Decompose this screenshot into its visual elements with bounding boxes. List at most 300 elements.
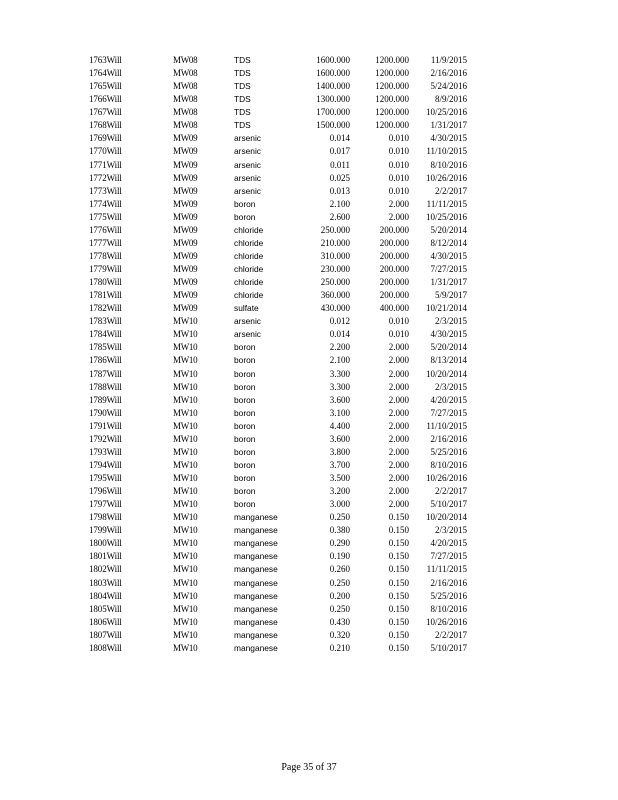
limit-value-cell: 0.010 bbox=[388, 146, 409, 157]
parameter-cell: manganese bbox=[234, 603, 278, 614]
record-id-cell: 1772Will bbox=[89, 172, 122, 183]
well-id-cell: MW10 bbox=[173, 433, 198, 444]
table-row bbox=[0, 263, 618, 276]
limit-value-cell: 2.000 bbox=[388, 198, 409, 209]
parameter-cell: manganese bbox=[234, 629, 278, 640]
sample-date-cell: 4/20/2015 bbox=[430, 538, 467, 549]
sample-date-cell: 2/2/2017 bbox=[434, 629, 467, 640]
well-id-cell: MW08 bbox=[173, 81, 198, 92]
result-value-cell: 0.250 bbox=[329, 577, 350, 588]
table-row bbox=[0, 616, 618, 629]
well-id-cell: MW10 bbox=[173, 590, 198, 601]
record-id-cell: 1799Will bbox=[89, 525, 122, 536]
limit-value-cell: 0.150 bbox=[388, 577, 409, 588]
table-row bbox=[0, 368, 618, 381]
result-value-cell: 230.000 bbox=[320, 264, 350, 274]
record-id-cell: 1774Will bbox=[89, 198, 122, 209]
table-row bbox=[0, 446, 618, 459]
record-id-cell: 1805Will bbox=[89, 603, 122, 614]
limit-value-cell: 0.150 bbox=[388, 629, 409, 640]
record-id-cell: 1771Will bbox=[89, 159, 122, 170]
sample-date-cell: 10/26/2016 bbox=[425, 473, 467, 483]
parameter-cell: TDS bbox=[234, 107, 251, 118]
well-id-cell: MW10 bbox=[173, 564, 198, 575]
record-id-cell: 1801Will bbox=[89, 551, 122, 562]
table-row bbox=[0, 498, 618, 511]
sample-date-cell: 8/10/2016 bbox=[430, 159, 467, 170]
limit-value-cell: 1200.000 bbox=[375, 107, 409, 118]
well-id-cell: MW09 bbox=[173, 264, 198, 274]
parameter-cell: arsenic bbox=[234, 146, 261, 157]
limit-value-cell: 2.000 bbox=[388, 486, 409, 497]
table-row bbox=[0, 302, 618, 315]
parameter-cell: sulfate bbox=[234, 303, 259, 314]
well-id-cell: MW10 bbox=[173, 577, 198, 588]
sample-date-cell: 8/12/2014 bbox=[430, 237, 467, 248]
parameter-cell: manganese bbox=[234, 512, 278, 523]
record-id-cell: 1802Will bbox=[89, 564, 122, 575]
record-id-cell: 1795Will bbox=[89, 473, 122, 483]
parameter-cell: TDS bbox=[234, 68, 251, 79]
result-value-cell: 3.600 bbox=[329, 433, 350, 444]
result-value-cell: 210.000 bbox=[320, 237, 350, 248]
record-id-cell: 1785Will bbox=[89, 342, 122, 353]
record-id-cell: 1767Will bbox=[89, 107, 122, 118]
parameter-cell: boron bbox=[234, 368, 256, 379]
table-row bbox=[0, 407, 618, 420]
table-row bbox=[0, 54, 618, 67]
sample-date-cell: 4/30/2015 bbox=[430, 133, 467, 144]
sample-date-cell: 10/20/2014 bbox=[425, 368, 467, 379]
sample-date-cell: 10/26/2016 bbox=[425, 172, 467, 183]
result-value-cell: 430.000 bbox=[320, 303, 350, 314]
table-row bbox=[0, 433, 618, 446]
table-row bbox=[0, 145, 618, 158]
result-value-cell: 2.200 bbox=[329, 342, 350, 353]
table-row bbox=[0, 67, 618, 80]
parameter-cell: boron bbox=[234, 394, 256, 405]
record-id-cell: 1793Will bbox=[89, 446, 122, 457]
record-id-cell: 1783Will bbox=[89, 316, 122, 327]
table-row bbox=[0, 394, 618, 407]
table-row bbox=[0, 511, 618, 524]
limit-value-cell: 0.150 bbox=[388, 564, 409, 575]
limit-value-cell: 2.000 bbox=[388, 446, 409, 457]
parameter-cell: boron bbox=[234, 486, 256, 497]
well-id-cell: MW10 bbox=[173, 446, 198, 457]
result-value-cell: 3.500 bbox=[329, 473, 350, 483]
sample-date-cell: 7/27/2015 bbox=[430, 407, 467, 418]
limit-value-cell: 200.000 bbox=[379, 264, 409, 274]
limit-value-cell: 0.150 bbox=[388, 512, 409, 523]
parameter-cell: chloride bbox=[234, 290, 264, 301]
sample-date-cell: 2/3/2015 bbox=[434, 316, 467, 327]
limit-value-cell: 0.150 bbox=[388, 642, 409, 653]
limit-value-cell: 200.000 bbox=[379, 277, 409, 288]
result-value-cell: 0.190 bbox=[329, 551, 350, 562]
well-id-cell: MW09 bbox=[173, 277, 198, 288]
parameter-cell: TDS bbox=[234, 120, 251, 131]
sample-date-cell: 1/31/2017 bbox=[430, 120, 467, 131]
sample-date-cell: 4/30/2015 bbox=[430, 250, 467, 261]
parameter-cell: arsenic bbox=[234, 329, 261, 340]
sample-date-cell: 5/24/2016 bbox=[430, 81, 467, 92]
record-id-cell: 1773Will bbox=[89, 185, 122, 196]
well-id-cell: MW10 bbox=[173, 603, 198, 614]
result-value-cell: 0.380 bbox=[329, 525, 350, 536]
record-id-cell: 1769Will bbox=[89, 133, 122, 144]
record-id-cell: 1797Will bbox=[89, 499, 122, 510]
limit-value-cell: 2.000 bbox=[388, 473, 409, 483]
table-row bbox=[0, 172, 618, 185]
table-row bbox=[0, 642, 618, 655]
limit-value-cell: 1200.000 bbox=[375, 120, 409, 131]
sample-date-cell: 7/27/2015 bbox=[430, 551, 467, 562]
record-id-cell: 1778Will bbox=[89, 250, 122, 261]
table-row bbox=[0, 106, 618, 119]
well-id-cell: MW10 bbox=[173, 329, 198, 340]
sample-date-cell: 4/30/2015 bbox=[430, 329, 467, 340]
result-value-cell: 360.000 bbox=[320, 290, 350, 301]
result-value-cell: 0.430 bbox=[329, 616, 350, 627]
result-value-cell: 0.260 bbox=[329, 564, 350, 575]
result-value-cell: 3.100 bbox=[329, 407, 350, 418]
parameter-cell: boron bbox=[234, 342, 256, 353]
limit-value-cell: 0.150 bbox=[388, 538, 409, 549]
result-value-cell: 1400.000 bbox=[316, 81, 350, 92]
well-id-cell: MW09 bbox=[173, 224, 198, 235]
parameter-cell: chloride bbox=[234, 277, 264, 288]
limit-value-cell: 400.000 bbox=[379, 303, 409, 314]
result-value-cell: 0.290 bbox=[329, 538, 350, 549]
well-id-cell: MW09 bbox=[173, 237, 198, 248]
result-value-cell: 1600.000 bbox=[316, 68, 350, 79]
table-row bbox=[0, 224, 618, 237]
parameter-cell: arsenic bbox=[234, 159, 261, 170]
well-id-cell: MW10 bbox=[173, 551, 198, 562]
well-id-cell: MW10 bbox=[173, 394, 198, 405]
page-number: Page 35 of 37 bbox=[281, 762, 337, 773]
sample-date-cell: 2/16/2016 bbox=[430, 577, 467, 588]
result-value-cell: 0.014 bbox=[329, 133, 350, 144]
parameter-cell: TDS bbox=[234, 81, 251, 92]
limit-value-cell: 0.010 bbox=[388, 329, 409, 340]
record-id-cell: 1803Will bbox=[89, 577, 122, 588]
record-id-cell: 1781Will bbox=[89, 290, 122, 301]
limit-value-cell: 200.000 bbox=[379, 237, 409, 248]
parameter-cell: manganese bbox=[234, 538, 278, 549]
limit-value-cell: 2.000 bbox=[388, 342, 409, 353]
parameter-cell: boron bbox=[234, 459, 256, 470]
table-row bbox=[0, 93, 618, 106]
result-value-cell: 3.800 bbox=[329, 446, 350, 457]
result-value-cell: 0.200 bbox=[329, 590, 350, 601]
data-table bbox=[0, 54, 618, 655]
parameter-cell: boron bbox=[234, 198, 256, 209]
parameter-cell: TDS bbox=[234, 94, 251, 105]
well-id-cell: MW10 bbox=[173, 538, 198, 549]
limit-value-cell: 200.000 bbox=[379, 290, 409, 301]
table-row bbox=[0, 524, 618, 537]
result-value-cell: 1300.000 bbox=[316, 94, 350, 105]
limit-value-cell: 1200.000 bbox=[375, 68, 409, 79]
limit-value-cell: 2.000 bbox=[388, 368, 409, 379]
record-id-cell: 1775Will bbox=[89, 211, 122, 222]
record-id-cell: 1807Will bbox=[89, 629, 122, 640]
result-value-cell: 0.025 bbox=[329, 172, 350, 183]
well-id-cell: MW10 bbox=[173, 512, 198, 523]
well-id-cell: MW09 bbox=[173, 172, 198, 183]
well-id-cell: MW10 bbox=[173, 316, 198, 327]
result-value-cell: 0.210 bbox=[329, 642, 350, 653]
parameter-cell: boron bbox=[234, 433, 256, 444]
sample-date-cell: 5/25/2016 bbox=[430, 446, 467, 457]
limit-value-cell: 0.010 bbox=[388, 133, 409, 144]
sample-date-cell: 5/10/2017 bbox=[430, 499, 467, 510]
record-id-cell: 1770Will bbox=[89, 146, 122, 157]
record-id-cell: 1790Will bbox=[89, 407, 122, 418]
sample-date-cell: 2/3/2015 bbox=[434, 381, 467, 392]
result-value-cell: 1600.000 bbox=[316, 55, 350, 65]
limit-value-cell: 2.000 bbox=[388, 459, 409, 470]
limit-value-cell: 1200.000 bbox=[375, 55, 409, 65]
record-id-cell: 1765Will bbox=[89, 81, 122, 92]
well-id-cell: MW08 bbox=[173, 107, 198, 118]
result-value-cell: 3.600 bbox=[329, 394, 350, 405]
result-value-cell: 0.012 bbox=[329, 316, 350, 327]
well-id-cell: MW10 bbox=[173, 368, 198, 379]
record-id-cell: 1782Will bbox=[89, 303, 122, 314]
table-row bbox=[0, 420, 618, 433]
parameter-cell: manganese bbox=[234, 525, 278, 536]
sample-date-cell: 5/10/2017 bbox=[430, 642, 467, 653]
parameter-cell: TDS bbox=[234, 55, 251, 65]
sample-date-cell: 11/9/2015 bbox=[430, 55, 467, 65]
well-id-cell: MW10 bbox=[173, 525, 198, 536]
table-row bbox=[0, 237, 618, 250]
table-row bbox=[0, 276, 618, 289]
record-id-cell: 1763Will bbox=[89, 55, 122, 65]
parameter-cell: arsenic bbox=[234, 172, 261, 183]
sample-date-cell: 5/20/2014 bbox=[430, 224, 467, 235]
parameter-cell: arsenic bbox=[234, 185, 261, 196]
table-row bbox=[0, 132, 618, 145]
well-id-cell: MW09 bbox=[173, 250, 198, 261]
parameter-cell: arsenic bbox=[234, 316, 261, 327]
limit-value-cell: 0.150 bbox=[388, 616, 409, 627]
result-value-cell: 310.000 bbox=[320, 250, 350, 261]
sample-date-cell: 10/25/2016 bbox=[425, 107, 467, 118]
sample-date-cell: 2/3/2015 bbox=[434, 525, 467, 536]
well-id-cell: MW10 bbox=[173, 616, 198, 627]
table-row bbox=[0, 315, 618, 328]
parameter-cell: manganese bbox=[234, 616, 278, 627]
record-id-cell: 1766Will bbox=[89, 94, 122, 105]
table-row bbox=[0, 341, 618, 354]
well-id-cell: MW09 bbox=[173, 185, 198, 196]
table-row bbox=[0, 537, 618, 550]
table-row bbox=[0, 485, 618, 498]
well-id-cell: MW08 bbox=[173, 94, 198, 105]
record-id-cell: 1787Will bbox=[89, 368, 122, 379]
well-id-cell: MW09 bbox=[173, 133, 198, 144]
record-id-cell: 1792Will bbox=[89, 433, 122, 444]
sample-date-cell: 10/20/2014 bbox=[425, 512, 467, 523]
table-row bbox=[0, 211, 618, 224]
limit-value-cell: 2.000 bbox=[388, 499, 409, 510]
parameter-cell: chloride bbox=[234, 237, 264, 248]
parameter-cell: chloride bbox=[234, 264, 264, 274]
limit-value-cell: 2.000 bbox=[388, 211, 409, 222]
table-row bbox=[0, 354, 618, 367]
limit-value-cell: 2.000 bbox=[388, 394, 409, 405]
record-id-cell: 1780Will bbox=[89, 277, 122, 288]
record-id-cell: 1779Will bbox=[89, 264, 122, 274]
record-id-cell: 1777Will bbox=[89, 237, 122, 248]
limit-value-cell: 2.000 bbox=[388, 433, 409, 444]
well-id-cell: MW09 bbox=[173, 198, 198, 209]
well-id-cell: MW10 bbox=[173, 381, 198, 392]
result-value-cell: 1500.000 bbox=[316, 120, 350, 131]
well-id-cell: MW10 bbox=[173, 486, 198, 497]
well-id-cell: MW09 bbox=[173, 303, 198, 314]
sample-date-cell: 4/20/2015 bbox=[430, 394, 467, 405]
record-id-cell: 1806Will bbox=[89, 616, 122, 627]
parameter-cell: boron bbox=[234, 381, 256, 392]
sample-date-cell: 11/10/2015 bbox=[426, 146, 467, 157]
sample-date-cell: 2/2/2017 bbox=[434, 486, 467, 497]
parameter-cell: boron bbox=[234, 355, 256, 366]
result-value-cell: 2.100 bbox=[329, 355, 350, 366]
limit-value-cell: 0.010 bbox=[388, 172, 409, 183]
well-id-cell: MW08 bbox=[173, 68, 198, 79]
result-value-cell: 3.700 bbox=[329, 459, 350, 470]
well-id-cell: MW09 bbox=[173, 146, 198, 157]
result-value-cell: 4.400 bbox=[329, 420, 350, 431]
sample-date-cell: 2/2/2017 bbox=[434, 185, 467, 196]
well-id-cell: MW09 bbox=[173, 159, 198, 170]
sample-date-cell: 11/11/2015 bbox=[426, 564, 467, 575]
record-id-cell: 1808Will bbox=[89, 642, 122, 653]
table-row bbox=[0, 250, 618, 263]
result-value-cell: 3.300 bbox=[329, 381, 350, 392]
sample-date-cell: 10/21/2014 bbox=[425, 303, 467, 314]
sample-date-cell: 11/11/2015 bbox=[426, 198, 467, 209]
table-row bbox=[0, 328, 618, 341]
sample-date-cell: 5/9/2017 bbox=[434, 290, 467, 301]
table-row bbox=[0, 159, 618, 172]
sample-date-cell: 5/20/2014 bbox=[430, 342, 467, 353]
limit-value-cell: 1200.000 bbox=[375, 81, 409, 92]
parameter-cell: manganese bbox=[234, 564, 278, 575]
sample-date-cell: 10/25/2016 bbox=[425, 211, 467, 222]
table-row bbox=[0, 603, 618, 616]
limit-value-cell: 0.150 bbox=[388, 551, 409, 562]
well-id-cell: MW09 bbox=[173, 211, 198, 222]
well-id-cell: MW10 bbox=[173, 629, 198, 640]
table-row bbox=[0, 119, 618, 132]
sample-date-cell: 8/10/2016 bbox=[430, 603, 467, 614]
limit-value-cell: 200.000 bbox=[379, 250, 409, 261]
table-row bbox=[0, 80, 618, 93]
table-row bbox=[0, 577, 618, 590]
well-id-cell: MW10 bbox=[173, 473, 198, 483]
record-id-cell: 1804Will bbox=[89, 590, 122, 601]
result-value-cell: 0.017 bbox=[329, 146, 350, 157]
result-value-cell: 0.013 bbox=[329, 185, 350, 196]
table-row bbox=[0, 629, 618, 642]
well-id-cell: MW10 bbox=[173, 642, 198, 653]
well-id-cell: MW10 bbox=[173, 459, 198, 470]
result-value-cell: 250.000 bbox=[320, 277, 350, 288]
well-id-cell: MW10 bbox=[173, 342, 198, 353]
table-row bbox=[0, 472, 618, 485]
parameter-cell: manganese bbox=[234, 577, 278, 588]
limit-value-cell: 2.000 bbox=[388, 355, 409, 366]
well-id-cell: MW10 bbox=[173, 355, 198, 366]
result-value-cell: 0.250 bbox=[329, 603, 350, 614]
record-id-cell: 1794Will bbox=[89, 459, 122, 470]
record-id-cell: 1789Will bbox=[89, 394, 122, 405]
record-id-cell: 1764Will bbox=[89, 68, 122, 79]
sample-date-cell: 7/27/2015 bbox=[430, 264, 467, 274]
record-id-cell: 1788Will bbox=[89, 381, 122, 392]
result-value-cell: 0.014 bbox=[329, 329, 350, 340]
limit-value-cell: 0.150 bbox=[388, 603, 409, 614]
sample-date-cell: 5/25/2016 bbox=[430, 590, 467, 601]
sample-date-cell: 8/13/2014 bbox=[430, 355, 467, 366]
well-id-cell: MW10 bbox=[173, 420, 198, 431]
limit-value-cell: 0.150 bbox=[388, 525, 409, 536]
sample-date-cell: 10/26/2016 bbox=[425, 616, 467, 627]
table-row bbox=[0, 289, 618, 302]
record-id-cell: 1768Will bbox=[89, 120, 122, 131]
parameter-cell: boron bbox=[234, 407, 256, 418]
sample-date-cell: 2/16/2016 bbox=[430, 433, 467, 444]
table-row bbox=[0, 550, 618, 563]
limit-value-cell: 0.010 bbox=[388, 185, 409, 196]
parameter-cell: boron bbox=[234, 446, 256, 457]
table-row bbox=[0, 563, 618, 576]
record-id-cell: 1784Will bbox=[89, 329, 122, 340]
parameter-cell: chloride bbox=[234, 224, 264, 235]
record-id-cell: 1798Will bbox=[89, 512, 122, 523]
parameter-cell: chloride bbox=[234, 250, 264, 261]
sample-date-cell: 2/16/2016 bbox=[430, 68, 467, 79]
result-value-cell: 0.320 bbox=[329, 629, 350, 640]
sample-date-cell: 1/31/2017 bbox=[430, 277, 467, 288]
table-row bbox=[0, 459, 618, 472]
result-value-cell: 3.200 bbox=[329, 486, 350, 497]
limit-value-cell: 0.010 bbox=[388, 316, 409, 327]
result-value-cell: 3.000 bbox=[329, 499, 350, 510]
well-id-cell: MW10 bbox=[173, 407, 198, 418]
record-id-cell: 1786Will bbox=[89, 355, 122, 366]
sample-date-cell: 8/9/2016 bbox=[434, 94, 467, 105]
parameter-cell: boron bbox=[234, 473, 256, 483]
parameter-cell: boron bbox=[234, 420, 256, 431]
result-value-cell: 0.250 bbox=[329, 512, 350, 523]
table-row bbox=[0, 381, 618, 394]
parameter-cell: manganese bbox=[234, 551, 278, 562]
sample-date-cell: 11/10/2015 bbox=[426, 420, 467, 431]
table-row bbox=[0, 590, 618, 603]
limit-value-cell: 2.000 bbox=[388, 407, 409, 418]
result-value-cell: 2.100 bbox=[329, 198, 350, 209]
table-row bbox=[0, 185, 618, 198]
limit-value-cell: 0.010 bbox=[388, 159, 409, 170]
table-row bbox=[0, 198, 618, 211]
